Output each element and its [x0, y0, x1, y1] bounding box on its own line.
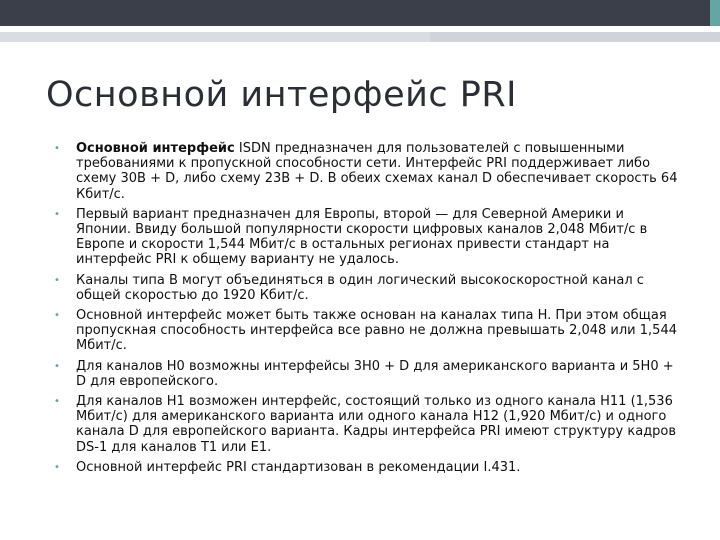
bullet-text: Основной интерфейс PRI стандартизован в рекомендации I.431.: [76, 459, 521, 475]
bullet-dot-icon: •: [54, 143, 60, 154]
bullet-item-3: [54, 273, 682, 303]
bullet-text: Для каналов H1 возможен интерфейс, состоящий только из одного канала H11 (1,536 Мбит/с) для американского варианта или одного канала H12 (1,920 Мбит/с) и одного канала D для европейского варианта. Кадры интерфейса PRI имеют структуру кадров DS-1 для каналов T1 или E1.: [76, 394, 677, 455]
bullet-item-2: [54, 207, 682, 268]
bullet-list: [54, 141, 682, 480]
bullet-text: Для каналов H0 возможны интерфейсы 3H0 + D для американского варианта и 5H0 + D для европейского.: [76, 358, 674, 389]
subheader-band-left: [0, 32, 430, 42]
bullet-item-1: [54, 141, 682, 202]
bullet-text: Первый вариант предназначен для Европы, второй — для Северной Америки и Японии. Ввиду большой популярности скорости цифровых каналов 2,048 Мбит/с в Европе и скорости 1,544 Мбит/с в остальных регионах привести стандарт на интерфейс PRI к общему варианту не удалось.: [76, 206, 648, 268]
bullet-dot-icon: •: [54, 461, 60, 473]
bullet-dot-icon: •: [54, 310, 60, 322]
bullet-dot-icon: •: [54, 208, 60, 220]
header-accent: [710, 0, 720, 26]
bullet-dot-icon: •: [54, 396, 60, 408]
bullet-text: Основной интерфейс может быть также основан на каналах типа H. При этом общая пропускная способность интерфейса все равно не должна превышать 2,048 или 1,544 Мбит/с.: [76, 308, 677, 354]
slide-title: Основной интерфейс PRI: [46, 75, 517, 115]
bullet-item-7: [54, 460, 682, 475]
header-band: [0, 0, 720, 26]
bullet-item-4: [54, 308, 682, 354]
bullet-bold-text: Основной интерфейс: [76, 141, 235, 156]
bullet-dot-icon: •: [54, 360, 60, 372]
bullet-text: ISDN предназначен для пользователей с повышенными требованиями к пропускной способности сети. Интерфейс PRI поддерживает либо схему 30B + D, либо схему 23B + D. В обеих схемах канал D обеспечивает скорость 64 Кбит/с.: [76, 141, 678, 202]
subheader-band-right: [430, 32, 720, 42]
bullet-dot-icon: •: [54, 274, 60, 286]
bullet-item-6: [54, 394, 682, 455]
bullet-text: Каналы типа B могут объединяться в один логический высокоскоростной канал с общей скоростью до 1920 Кбит/с.: [76, 272, 644, 303]
bullet-item-5: [54, 359, 682, 389]
